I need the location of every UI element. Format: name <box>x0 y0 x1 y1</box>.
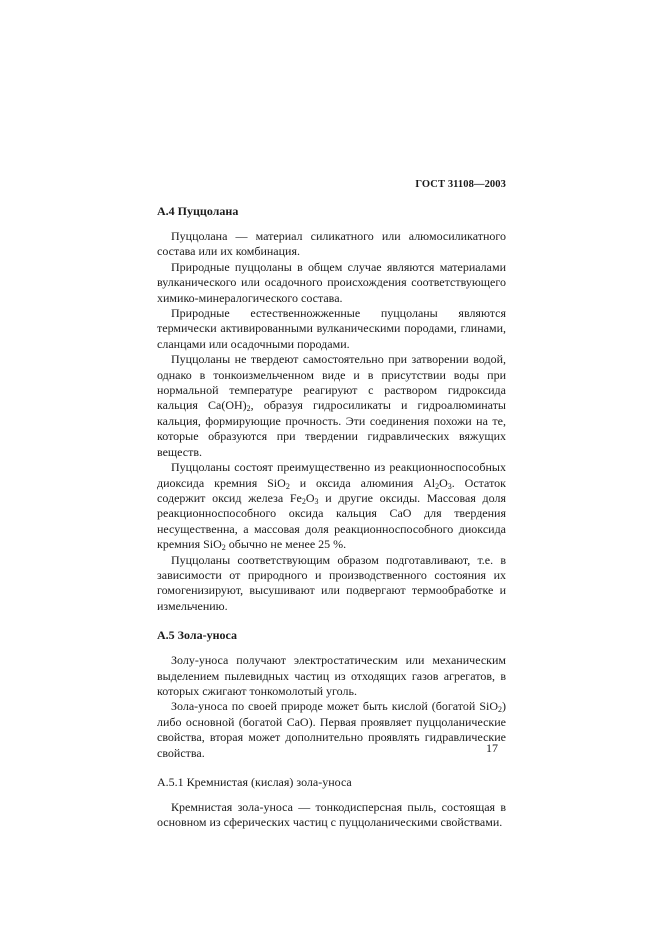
section-a5-paragraph-1: Золу-уноса получают электростатическим или механическим выделением пылевидных частиц из отходящих газов агрегатов, в которых сжигают тонкомолотый уголь. <box>157 653 506 698</box>
section-a5-paragraph-2: Зола-уноса по своей природе может быть кислой (богатой SiO$_2$) либо основной (богатой CaO). Первая проявляет пуццоланические свойства, вторая может дополнительно проявлять гидравлические свойства. <box>157 699 506 760</box>
section-spacer <box>157 614 506 628</box>
section-a4-paragraph-2: Природные пуццоланы в общем случае являются материалами вулканического или осадочного происхождения соответствующего химико-минералогического состава. <box>157 259 506 305</box>
subsection-spacer <box>157 761 506 775</box>
section-a4-paragraph-6: Пуццоланы соответствующим образом подготавливают, т.е. в зависимости от природного и производственного состояния их гомогенизируют, высушивают или подвергают термообработке и измельчению. <box>157 552 506 613</box>
section-a4-paragraph-1: Пуццолана — материал силикатного или алюмосиликатного состава или их комбинация. <box>157 229 506 259</box>
standard-header: ГОСТ 31108—2003 <box>415 179 506 190</box>
page-number: 17 <box>486 741 498 755</box>
section-a51-paragraph-1: Кремнистая зола-уноса — тонкодисперсная пыль, состоящая в основном из сферических частиц с пуццоланическими свойствами. <box>157 800 506 830</box>
section-a4-paragraph-3: Природные естественножженные пуццоланы являются термически активированными вулканическими породами, глинами, сланцами или осадочными породами. <box>157 306 506 351</box>
section-a51-title: А.5.1 Кремнистая (кислая) зола-уноса <box>157 775 352 789</box>
section-a4-paragraph-5: Пуццоланы состоят преимущественно из реакционноспособных диоксида кремния SiO$_2$ и оксида алюминия $Al_2O_3$. Остаток содержит оксид железа $Fe_2O_3$ и другие оксиды. Массовая доля реакционноспособного оксида кальция CaO для твердения несущественна, а массовая доля реакционноспособного диоксида кремния SiO$_2$ обычно не менее 25 %. <box>157 460 506 553</box>
section-a4-title: А.4 Пуццолана <box>157 204 239 218</box>
document-body <box>157 204 506 831</box>
section-a4-paragraph-4: Пуццоланы не твердеют самостоятельно при затворении водой, однако в тонкоизмельченном виде и в присутствии воды при нормальной температуре реагируют с раствором гидроксида кальция $Ca(OH)_2$, образуя гидросиликаты и гидроалюминаты кальция, формирующие прочность. Эти соединения похожи на те, которые образуются при твердении гидравлических вяжущих веществ. <box>157 352 506 459</box>
section-a5-title: А.5 Зола-уноса <box>157 628 237 643</box>
